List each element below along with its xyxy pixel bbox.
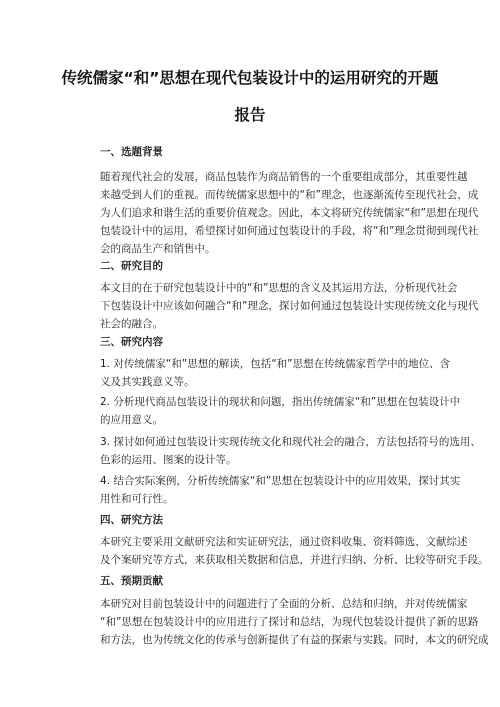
section-heading-content: 三、研究内容 bbox=[100, 336, 163, 348]
text-line: 为人们追求和谐生活的重要价值观念。因此，本文将研究传统儒家“和”思想在现代 bbox=[100, 207, 479, 219]
paragraph-content-item-1 bbox=[82, 355, 451, 391]
text-line: 会的商品生产和销售中。 bbox=[100, 243, 216, 255]
paragraph-background bbox=[82, 168, 479, 258]
paragraph-content-item-2 bbox=[82, 393, 461, 429]
text-line: 社会的融合。 bbox=[100, 318, 163, 330]
text-line: 色彩的运用、图案的设计等。 bbox=[100, 454, 237, 466]
section-heading-method: 四、研究方法 bbox=[100, 514, 163, 526]
paragraph-purpose bbox=[82, 279, 479, 333]
text-line: 包装设计中的运用，希望探讨如何通过包装设计的手段，将“和”理念贯彻到现代社 bbox=[100, 225, 479, 237]
document-title-line1: 传统儒家“和”思想在现代包装设计中的运用研究的开题 bbox=[61, 69, 439, 87]
text-line: 来越受到人们的重视。而传统儒家思想中的“和”理念，也逐渐流传至现代社会，成 bbox=[100, 189, 479, 201]
section-heading-purpose: 二、研究目的 bbox=[100, 260, 163, 272]
text-line: 3. 探讨如何通过包装设计实现传统文化和现代社会的融合，方法包括符号的选用、 bbox=[100, 436, 481, 448]
paragraph-method bbox=[82, 533, 489, 569]
text-line: 下包装设计中应该如何融合“和”理念，探讨如何通过包装设计实现传统文化与现代 bbox=[100, 300, 479, 312]
text-line: 和方法，也为传统文化的传承与创新提供了有益的探索与实践。同时，本文的研究成 bbox=[100, 634, 489, 646]
section-heading-contribution: 五、预期贡献 bbox=[100, 575, 163, 587]
text-line: 的应用意义。 bbox=[100, 414, 163, 426]
text-line: 义及其实践意义等。 bbox=[100, 376, 195, 388]
text-line: 随着现代社会的发展，商品包装作为商品销售的一个重要组成部分，其重要性越 bbox=[100, 171, 468, 183]
text-line: “和”思想在包装设计中的应用进行了探讨和总结，为现代包装设计提供了新的思路 bbox=[100, 616, 479, 628]
document-title-line2: 报告 bbox=[234, 106, 266, 124]
text-line: 4. 结合实际案例，分析传统儒家“和”思想在包装设计中的应用效果，探讨其实 bbox=[100, 475, 461, 487]
text-line: 本研究对目前包装设计中的问题进行了全面的分析、总结和归纳，并对传统儒家 bbox=[100, 598, 468, 610]
text-line: 2. 分析现代商品包装设计的现状和问题，指出传统儒家“和”思想在包装设计中 bbox=[100, 396, 461, 408]
text-line: 本研究主要采用文献研究法和实证研究法，通过资料收集、资料筛选、文献综述 bbox=[100, 536, 468, 548]
paragraph-contribution bbox=[82, 595, 489, 649]
text-line: 本文目的在于研究包装设计中的“和”思想的含义及其运用方法，分析现代社会 bbox=[100, 282, 458, 294]
text-line: 及个案研究等方式，来获取相关数据和信息，并进行归纳、分析、比较等研究手段。 bbox=[100, 554, 489, 566]
text-line: 1. 对传统儒家“和”思想的解读，包括“和”思想在传统儒家哲学中的地位、含 bbox=[100, 358, 451, 370]
section-heading-background: 一、选题背景 bbox=[100, 146, 163, 158]
paragraph-content-item-4 bbox=[82, 472, 461, 508]
paragraph-content-item-3 bbox=[82, 433, 481, 469]
text-line: 用性和可行性。 bbox=[100, 493, 174, 505]
